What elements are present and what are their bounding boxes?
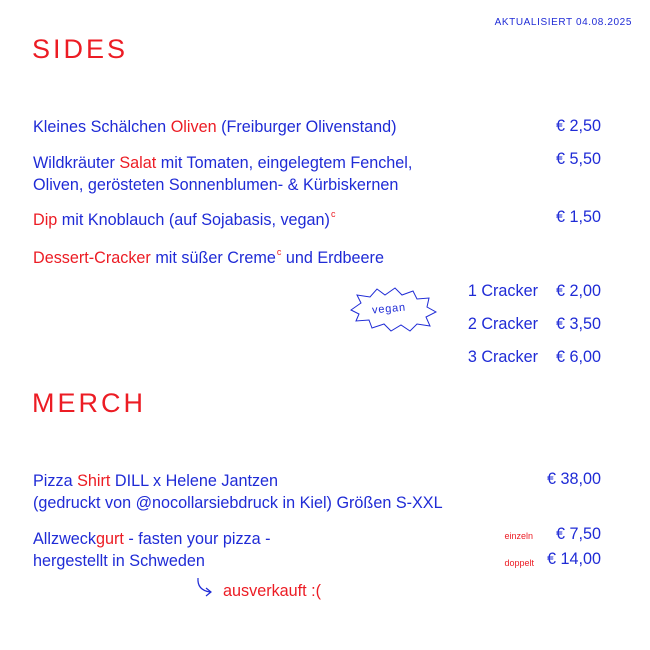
cracker-option-3: 3 Cracker — [467, 348, 538, 366]
updated-date: AKTUALISIERT 04.08.2025 — [494, 17, 632, 28]
cracker-price-2: € 3,50 — [555, 315, 601, 333]
vegan-badge: vegan — [371, 301, 407, 317]
sold-out-note: ausverkauft :( — [223, 582, 322, 600]
cracker-option-1: 1 Cracker — [467, 282, 538, 300]
price-olives: € 2,50 — [555, 117, 601, 135]
cracker-price-1: € 2,00 — [555, 282, 601, 300]
hooked-arrow-icon — [194, 576, 216, 598]
belt-single-label: einzeln — [504, 531, 533, 541]
price-salad: € 5,50 — [555, 150, 601, 168]
price-dip: € 1,50 — [555, 208, 601, 226]
menu-item-salad: Wildkräuter Salat mit Tomaten, eingelegtem Fenchel, Oliven, gerösteten Sonnenblumen- & Kürbiskernen — [33, 154, 413, 194]
merch-heading: MERCH — [32, 388, 146, 418]
merch-item-belt: Allzweckgurt - fasten your pizza - hergestellt in Schweden — [33, 530, 271, 570]
sides-heading: SIDES — [32, 34, 129, 64]
cracker-price-3: € 6,00 — [555, 348, 601, 366]
menu-item-olives: Kleines Schälchen Oliven (Freiburger Olivenstand) — [33, 118, 397, 136]
belt-double-label: doppelt — [504, 558, 534, 568]
price-belt-double: € 14,00 — [546, 550, 601, 568]
price-belt-single: € 7,50 — [555, 525, 601, 543]
menu-item-dip: Dip mit Knoblauch (auf Sojabasis, vegan)$^c$ — [33, 209, 336, 229]
merch-item-shirt: Pizza Shirt DILL x Helene Jantzen (gedruckt von @nocollarsiebdruck in Kiel) Größen S-XXL — [33, 472, 443, 512]
cracker-option-2: 2 Cracker — [467, 315, 538, 333]
menu-item-dessert-cracker: Dessert-Cracker mit süßer Creme$^c$ und Erdbeere — [33, 247, 384, 267]
price-shirt: € 38,00 — [546, 470, 601, 488]
